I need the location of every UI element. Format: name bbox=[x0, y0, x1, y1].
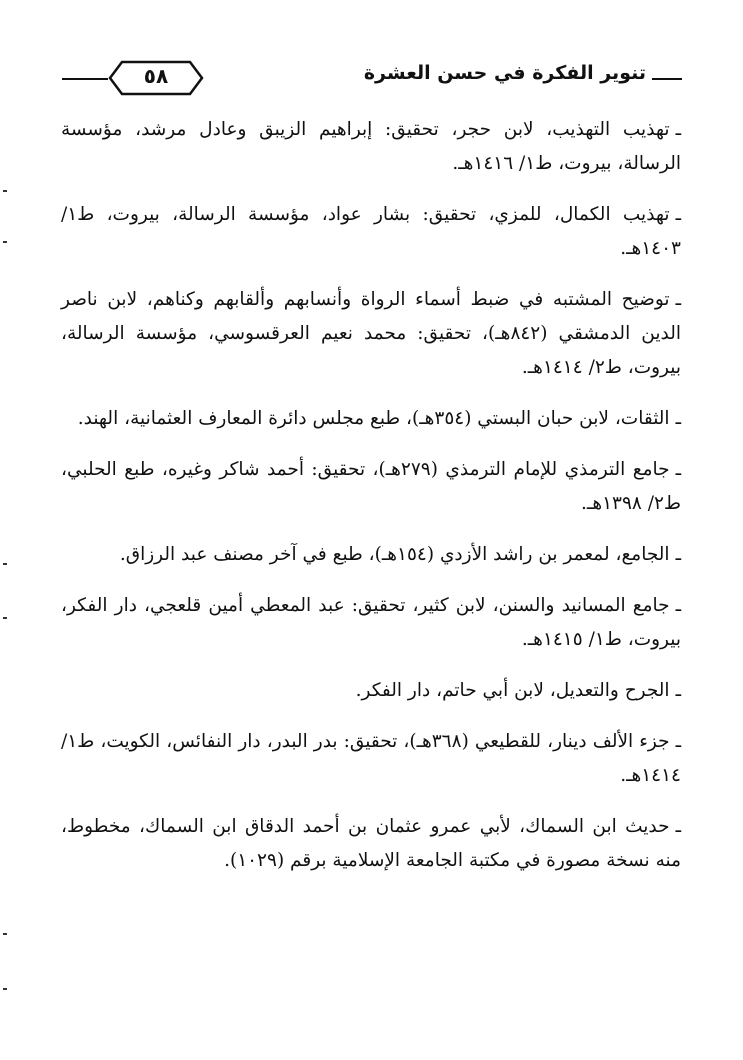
entry-text: جامع المسانيد والسنن، لابن كثير، تحقيق: عبد المعطي أمين قلعجي، دار الفكر، بيروت، ط١/ ١٤١٥هـ. bbox=[61, 595, 681, 650]
scan-mark bbox=[3, 563, 7, 565]
entry-dash: ـ bbox=[675, 119, 681, 140]
header-rule-right bbox=[652, 78, 682, 80]
bibliography-entry bbox=[61, 725, 681, 793]
scan-mark bbox=[3, 617, 7, 619]
entry-dash: ـ bbox=[675, 544, 681, 565]
entry-dash: ـ bbox=[675, 204, 681, 225]
entry-dash: ـ bbox=[675, 595, 681, 616]
entry-text: الجامع، لمعمر بن راشد الأزدي (١٥٤هـ)، طبع في آخر مصنف عبد الرزاق. bbox=[119, 544, 670, 565]
entry-text: توضيح المشتبه في ضبط أسماء الرواة وأنسابهم وألقابهم وكناهم، لابن ناصر الدين الدمشقي (٨٤٢هـ)، تحقيق: محمد نعيم العرقسوسي، مؤسسة الرسالة، بيروت، ط٢/ ١٤١٤هـ. bbox=[61, 289, 681, 378]
bibliography-list bbox=[61, 113, 681, 895]
scan-mark bbox=[3, 988, 7, 990]
bibliography-entry bbox=[61, 589, 681, 657]
bibliography-entry bbox=[61, 283, 681, 385]
scan-mark bbox=[3, 933, 7, 935]
bibliography-entry bbox=[61, 810, 681, 878]
bibliography-entry bbox=[61, 198, 681, 266]
entry-dash: ـ bbox=[675, 731, 681, 752]
entry-text: تهذيب التهذيب، لابن حجر، تحقيق: إبراهيم الزيبق وعادل مرشد، مؤسسة الرسالة، بيروت، ط١/ ١٤١٦هـ. bbox=[61, 119, 681, 174]
entry-text: جزء الألف دينار، للقطيعي (٣٦٨هـ)، تحقيق: بدر البدر، دار النفائس، الكويت، ط١/ ١٤١٤هـ. bbox=[61, 731, 681, 786]
entry-text: الجرح والتعديل، لابن أبي حاتم، دار الفكر. bbox=[355, 680, 670, 701]
bibliography-entry bbox=[61, 113, 681, 181]
page-number-badge bbox=[108, 58, 204, 98]
bibliography-entry bbox=[61, 674, 681, 708]
entry-text: الثقات، لابن حبان البستي (٣٥٤هـ)، طبع مجلس دائرة المعارف العثمانية، الهند. bbox=[77, 408, 670, 429]
bibliography-entry bbox=[61, 453, 681, 521]
entry-dash: ـ bbox=[675, 680, 681, 701]
entry-dash: ـ bbox=[675, 408, 681, 429]
scan-mark bbox=[3, 190, 7, 192]
scan-mark bbox=[3, 241, 7, 243]
entry-dash: ـ bbox=[675, 289, 681, 310]
entry-dash: ـ bbox=[675, 816, 681, 837]
entry-text: جامع الترمذي للإمام الترمذي (٢٧٩هـ)، تحقيق: أحمد شاكر وغيره، طبع الحلبي، ط٢/ ١٣٩٨هـ. bbox=[61, 459, 681, 514]
bibliography-entry bbox=[61, 402, 681, 436]
header-rule-left bbox=[62, 78, 108, 80]
bibliography-entry bbox=[61, 538, 681, 572]
entry-text: حديث ابن السماك، لأبي عمرو عثمان بن أحمد الدقاق ابن السماك، مخطوط، منه نسخة مصورة في مكتبة الجامعة الإسلامية برقم (١٠٢٩). bbox=[61, 816, 681, 871]
entry-dash: ـ bbox=[675, 459, 682, 480]
running-header bbox=[62, 58, 682, 98]
page-number: ٥٨ bbox=[143, 64, 169, 88]
entry-text: تهذيب الكمال، للمزي، تحقيق: بشار عواد، مؤسسة الرسالة، بيروت، ط١/ ١٤٠٣هـ. bbox=[61, 204, 681, 259]
book-title: تنوير الفكرة في حسن العشرة bbox=[358, 62, 652, 84]
